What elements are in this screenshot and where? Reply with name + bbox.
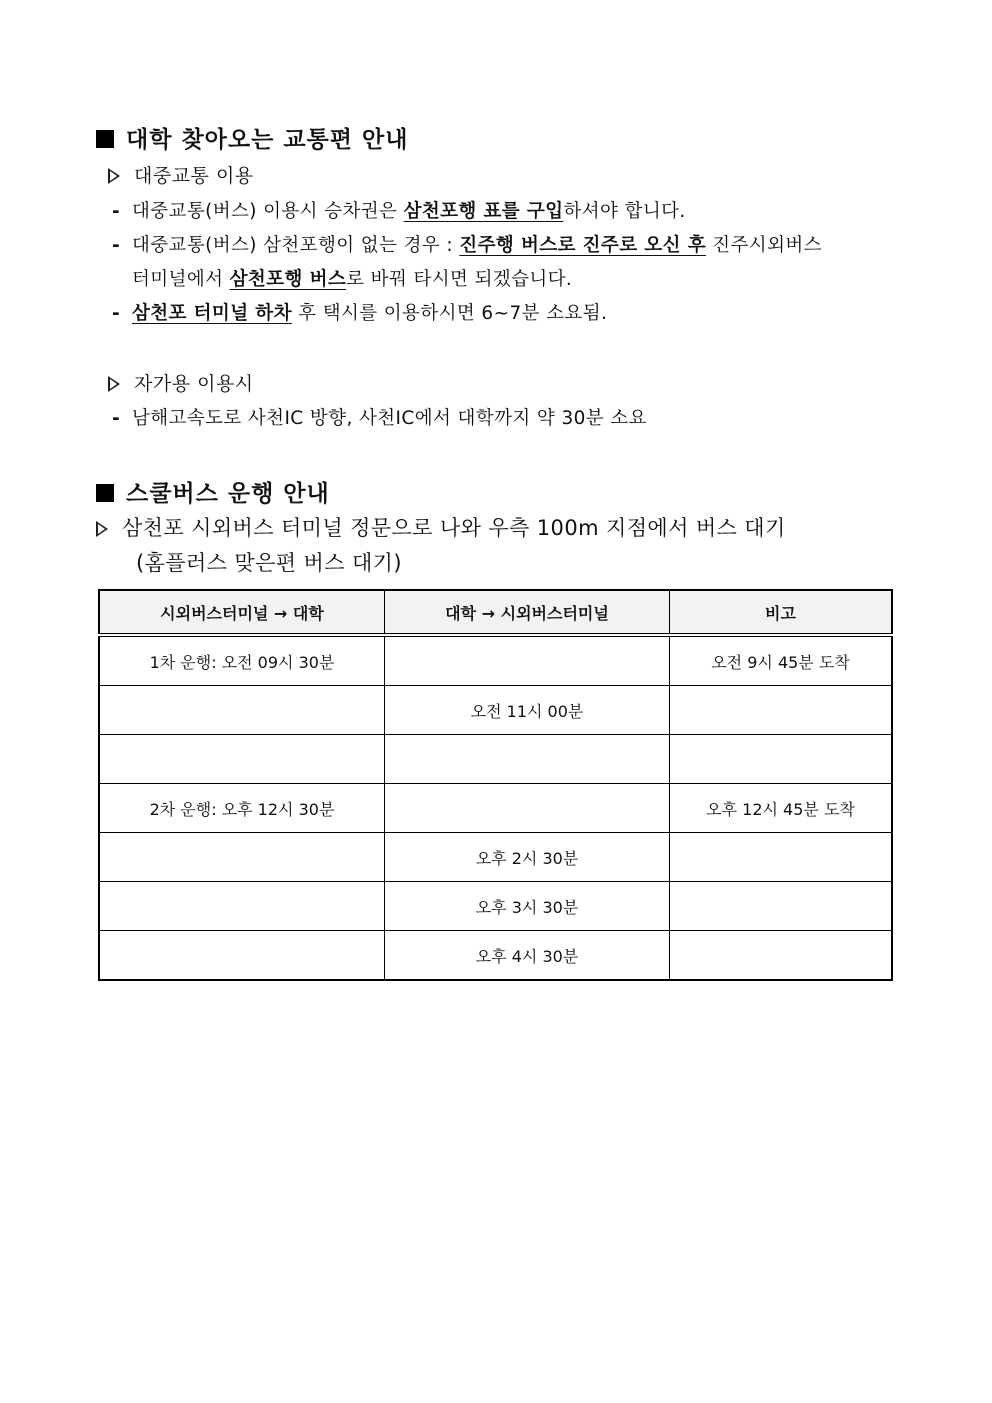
table-cell <box>670 882 893 931</box>
table-row <box>99 833 892 882</box>
dash-bullet: - <box>112 408 121 429</box>
table-cell: 오후 4시 30분 <box>385 931 670 981</box>
public-line-2b <box>132 265 572 291</box>
emphasis-text: 삼천포 터미널 하차 <box>132 303 292 324</box>
public-line-3 <box>112 299 607 325</box>
header-remarks: 비고 <box>670 590 893 635</box>
table-row <box>99 735 892 784</box>
text: 대중교통(버스) 삼천포행이 없는 경우 : <box>132 235 460 256</box>
emphasis-text: 삼천포행 버스 <box>229 269 347 290</box>
text: 하셔야 합니다. <box>563 201 686 222</box>
table-row <box>99 635 892 686</box>
table-cell: 1차 운행: 오전 09시 30분 <box>99 635 385 686</box>
table-cell <box>99 882 385 931</box>
table-row <box>99 686 892 735</box>
text: 대중교통(버스) 이용시 승차권은 <box>132 201 404 222</box>
table-cell <box>385 635 670 686</box>
header-university-to-terminal: 대학 → 시외버스터미널 <box>385 590 670 635</box>
section-title: 대학 찾아오는 교통편 안내 <box>126 127 409 153</box>
dash-bullet: - <box>112 201 121 222</box>
table-row <box>99 882 892 931</box>
bus-stop-note <box>96 512 786 542</box>
table-cell: 오후 3시 30분 <box>385 882 670 931</box>
table-cell: 오전 11시 00분 <box>385 686 670 735</box>
emphasis-text: 진주행 버스로 진주로 오신 후 <box>459 235 706 256</box>
table-cell <box>385 784 670 833</box>
table-cell <box>99 833 385 882</box>
public-line-1 <box>112 197 686 223</box>
subheading-public-transport <box>108 161 254 188</box>
emphasis-text: 삼천포행 표를 구입 <box>403 201 564 222</box>
triangle-bullet-icon <box>108 376 120 392</box>
table-row <box>99 931 892 981</box>
table-cell <box>670 833 893 882</box>
text: 남해고속도로 사천IC 방향, 사천IC에서 대학까지 약 30분 소요 <box>132 408 647 429</box>
text: 터미널에서 <box>132 269 230 290</box>
text: 로 바꿔 타시면 되겠습니다. <box>346 269 573 290</box>
bus-stop-note-2 <box>136 547 402 577</box>
section-heading-schoolbus <box>96 475 330 508</box>
subheading-car <box>108 369 254 396</box>
table-cell <box>99 686 385 735</box>
table-cell <box>670 735 893 784</box>
triangle-bullet-icon <box>108 168 120 184</box>
table-cell: 2차 운행: 오후 12시 30분 <box>99 784 385 833</box>
square-bullet-icon <box>96 130 114 148</box>
table-cell <box>99 735 385 784</box>
text: (홈플러스 맞은편 버스 대기) <box>136 551 402 575</box>
square-bullet-icon <box>96 484 114 502</box>
table-row <box>99 784 892 833</box>
dash-bullet: - <box>112 235 121 256</box>
table-cell: 오후 2시 30분 <box>385 833 670 882</box>
table-cell <box>670 931 893 981</box>
text: 삼천포 시외버스 터미널 정문으로 나와 우측 100m 지점에서 버스 대기 <box>122 516 786 540</box>
table-cell <box>670 686 893 735</box>
table-cell <box>385 735 670 784</box>
table-cell: 오전 9시 45분 도착 <box>670 635 893 686</box>
subheading-label: 대중교통 이용 <box>134 165 254 187</box>
text: 진주시외버스 <box>705 235 822 256</box>
text: 후 택시를 이용하시면 6~7분 소요됨. <box>291 303 608 324</box>
table-header-row <box>99 590 892 635</box>
dash-bullet: - <box>112 303 121 324</box>
public-line-2 <box>112 231 822 257</box>
section-title: 스쿨버스 운행 안내 <box>126 481 330 507</box>
table-cell: 오후 12시 45분 도착 <box>670 784 893 833</box>
section-heading-transport <box>96 121 408 154</box>
table-cell <box>99 931 385 981</box>
subheading-label: 자가용 이용시 <box>134 373 254 395</box>
triangle-bullet-icon <box>96 521 108 537</box>
car-line-1 <box>112 404 647 430</box>
header-terminal-to-university: 시외버스터미널 → 대학 <box>99 590 385 635</box>
schoolbus-schedule-table <box>98 589 893 981</box>
